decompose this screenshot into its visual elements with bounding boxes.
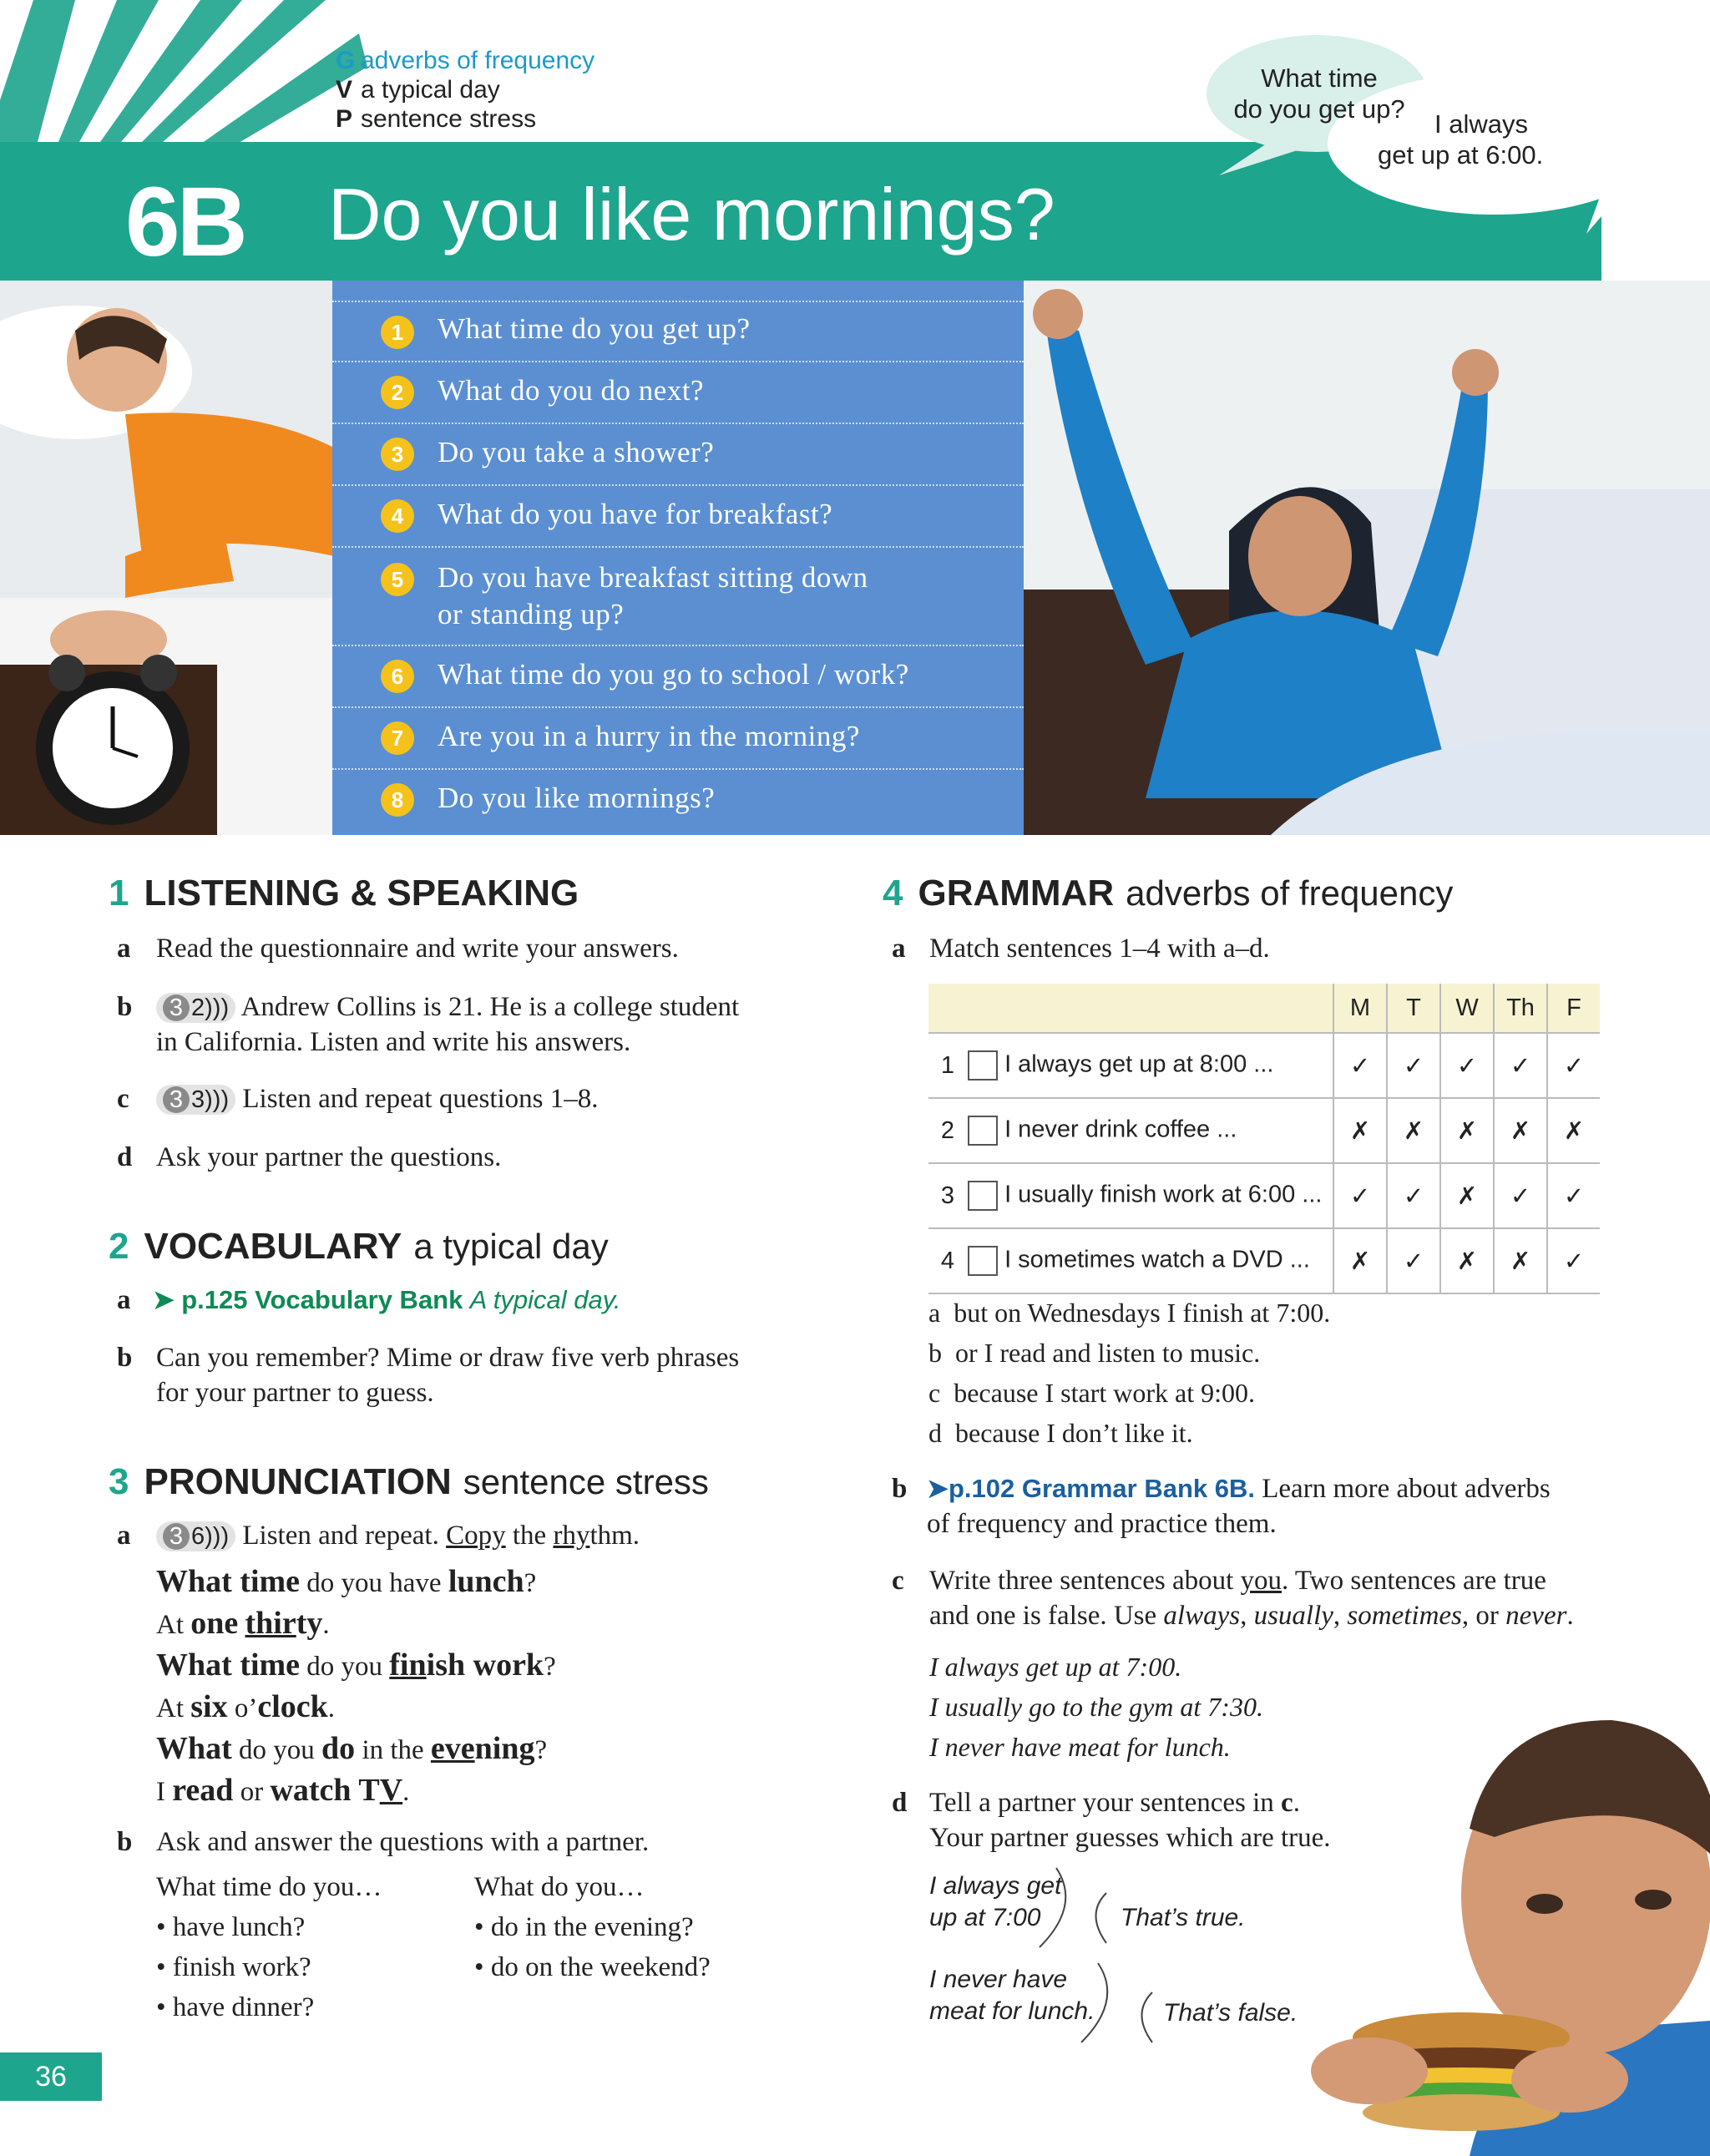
s4-a-text: Match sentences 1–4 with a–d. <box>929 934 1270 964</box>
rhythm-line-3: What time do you finish work? <box>156 1647 556 1683</box>
s1-item-b: b <box>117 992 133 1022</box>
table-row: 4 I sometimes watch a DVD ... ✗ ✓ ✗ ✗ ✓ <box>928 1228 1600 1293</box>
answer-checkbox[interactable] <box>968 1181 998 1211</box>
bubble-answer: I always get up at 6:00. <box>1378 109 1544 170</box>
evening-word: evening <box>430 1731 535 1766</box>
speech-example-2: I never have meat for lunch. <box>929 1966 1095 2025</box>
speaker-icon: ))) <box>205 994 230 1021</box>
watch-tv-word: watch TV <box>270 1773 403 1808</box>
s1-a-text: Read the questionnaire and write your answers. <box>156 934 679 964</box>
stretching-woman-photo <box>1020 281 1710 835</box>
s3-a-text: 3 6))) Listen and repeat. Copy the rhythm. <box>156 1518 640 1553</box>
page-title: Do you like mornings? <box>328 173 1055 256</box>
question-1: 1 What time do you get up? <box>332 301 1024 362</box>
speech-curve-icon <box>1006 1864 1140 1956</box>
question-2: 2 What do you do next? <box>332 362 1024 424</box>
s1-item-c: c <box>117 1084 129 1114</box>
table-header: M T W Th F <box>928 984 1600 1033</box>
answer-checkbox[interactable] <box>968 1246 998 1276</box>
arrow-right-icon: ➤ <box>927 1474 949 1503</box>
section-2-heading: 2 VOCABULARY a typical day <box>109 1226 609 1267</box>
section-3-heading: 3 PRONUNCIATION sentence stress <box>109 1461 709 1502</box>
question-7: 7 Are you in a hurry in the morning? <box>332 708 1024 770</box>
man-eating-burger-photo <box>1219 1687 1710 2156</box>
question-8: 8 Do you like mornings? <box>332 770 1024 835</box>
grammar-bank-link[interactable]: p.102 Grammar Bank 6B. <box>948 1474 1255 1503</box>
question-4: 4 What do you have for breakfast? <box>332 486 1024 548</box>
s1-b-text: 3 2))) Andrew Collins is 21. He is a college student in California. Listen and write his answers. <box>156 992 740 1057</box>
s4-item-d: d <box>892 1788 908 1818</box>
s3-item-b: b <box>117 1827 133 1857</box>
question-5: 5 Do you have breakfast sitting down or standing up? <box>332 548 1024 646</box>
table-row: 3 I usually finish work at 6:00 ... ✓ ✓ ✗ ✓ ✓ <box>928 1163 1600 1228</box>
table-row: 1 I always get up at 8:00 ... ✓ ✓ ✓ ✓ ✓ <box>928 1033 1600 1098</box>
s4-b-text: ➤p.102 Grammar Bank 6B. Learn more about adverbs of frequency and practice them. <box>927 1474 1551 1539</box>
example-sentences: I always get up at 7:00. I usually go to the gym at 7:30. I never have meat for lunch. <box>929 1652 1263 1762</box>
speaker-icon: ))) <box>205 1086 230 1113</box>
question-column-2: What do you… • do in the evening? • do on the weekend? <box>474 1872 711 1982</box>
sleeping-man-photo <box>0 281 334 835</box>
speech-reply-2: That’s false. <box>1163 1999 1298 2027</box>
rhythm-line-1: What time do you have lunch? <box>156 1564 537 1599</box>
s4-d-text: Tell a partner your sentences in c. Your partner guesses which are true. <box>929 1788 1331 1853</box>
tag-grammar: G adverbs of frequency <box>336 47 595 74</box>
s2-a-link[interactable]: ➤ p.125 Vocabulary Bank A typical day. <box>153 1285 621 1314</box>
s1-item-d: d <box>117 1142 133 1172</box>
frequency-table <box>928 984 1600 1294</box>
question-6: 6 What time do you go to school / work? <box>332 646 1024 708</box>
s2-b-text: Can you remember? Mime or draw five verb phrases for your partner to guess. <box>156 1343 740 1408</box>
question-3: 3 Do you take a shower? <box>332 424 1024 486</box>
s1-item-a: a <box>117 934 131 964</box>
page-number: 36 <box>0 2052 102 2101</box>
audio-track-3-3[interactable]: 3 3))) <box>156 1085 235 1115</box>
s2-item-b: b <box>117 1343 133 1373</box>
answer-checkbox[interactable] <box>968 1050 998 1081</box>
speech-reply-1: That’s true. <box>1121 1904 1246 1931</box>
rhythm-lines <box>156 1561 556 1812</box>
sentence-endings: a but on Wednesdays I finish at 7:00. b or I read and listen to music. c because I start work at 9:00. d because I don’t like it. <box>928 1298 1331 1448</box>
table-row: 2 I never drink coffee ... ✗ ✗ ✗ ✗ ✗ <box>928 1098 1600 1163</box>
rhythm-line-4: At six o’clock. <box>156 1689 336 1724</box>
s3-b-text: Ask and answer the questions with a partner. <box>156 1827 650 1857</box>
thirty-word: thirty <box>245 1606 323 1641</box>
tag-vocabulary: V a typical day <box>336 76 500 104</box>
speech-example-1: I always get up at 7:00 <box>929 1872 1062 1931</box>
section-4-heading: 4 GRAMMAR adverbs of frequency <box>883 873 1454 914</box>
section-1-heading: 1 LISTENING & SPEAKING <box>109 873 579 914</box>
s4-c-text: Write three sentences about you. Two sentences are true and one is false. Use always, usually, sometimes, or never. <box>929 1566 1574 1631</box>
answer-checkbox[interactable] <box>968 1116 998 1146</box>
question-column-1: What time do you… • have lunch? • finish work? • have dinner? <box>156 1872 382 2022</box>
hero-photo-area <box>0 281 1710 835</box>
arrow-right-icon: ➤ <box>153 1285 175 1314</box>
lesson-tags <box>336 46 594 134</box>
finish-work-word: finish work <box>389 1647 544 1683</box>
bubble-question: What time do you get up? <box>1233 63 1405 124</box>
s4-item-c: c <box>892 1566 904 1596</box>
s4-item-b: b <box>892 1474 908 1504</box>
audio-track-3-2[interactable]: 3 2))) <box>156 993 235 1023</box>
rhythm-word: rhythm. <box>553 1521 640 1551</box>
s1-c-text: 3 3))) Listen and repeat questions 1–8. <box>156 1081 599 1116</box>
unit-number: 6B <box>125 167 245 277</box>
s1-d-text: Ask your partner the questions. <box>156 1142 502 1172</box>
s3-item-a: a <box>117 1521 131 1551</box>
questionnaire-panel <box>332 281 1024 835</box>
speaker-icon: ))) <box>205 1523 230 1550</box>
rhythm-line-6: I read or watch TV. <box>156 1773 410 1808</box>
rhythm-line-5: What do you do in the evening? <box>156 1731 548 1766</box>
tag-pronunciation: P sentence stress <box>336 105 537 133</box>
speech-curve-icon <box>1048 1959 1181 2051</box>
audio-track-3-6[interactable]: 3 6))) <box>156 1521 235 1551</box>
s2-item-a: a <box>117 1285 131 1315</box>
rhythm-line-2: At one thirty. <box>156 1606 330 1641</box>
s4-item-a: a <box>892 934 906 964</box>
